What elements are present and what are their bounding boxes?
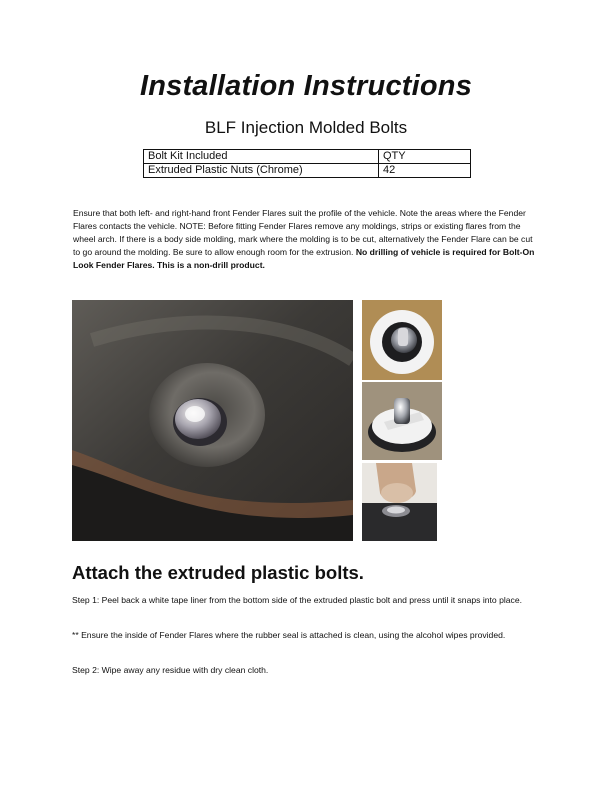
note-text: ** Ensure the inside of Fender Flares where the rubber seal is attached is clean, using the alcohol wipes provided. — [72, 630, 506, 640]
table-row — [144, 164, 471, 178]
bolt-closeup-photo — [362, 300, 442, 380]
intro-bold-text: No drilling of vehicle is required for Bolt-On Look Fender Flares. This is a non-drill product. — [73, 247, 535, 271]
step-1-text: Step 1: Peel back a white tape liner from the bottom side of the extruded plastic bolt and press until it snaps into place. — [72, 595, 522, 605]
table-header-cell: QTY — [379, 150, 471, 164]
press-bolt-photo — [362, 463, 437, 541]
section-heading: Attach the extruded plastic bolts. — [72, 562, 364, 583]
table-header-row — [144, 150, 471, 164]
kit-table — [143, 149, 471, 178]
step-2-text: Step 2: Wipe away any residue with dry clean cloth. — [72, 665, 269, 675]
bolt-tape-liner-photo — [362, 382, 442, 460]
table-header-cell: Bolt Kit Included — [144, 150, 379, 164]
table-cell: 42 — [379, 164, 471, 178]
table-cell: Extruded Plastic Nuts (Chrome) — [144, 164, 379, 178]
intro-paragraph — [73, 207, 539, 273]
intro-text: Ensure that both left- and right-hand front Fender Flares suit the profile of the vehicle. Note the areas where the Fender Flares contacts the vehicle. NOTE: Before fitting Fender Flares remove any moldings, strips or existing flares from the wheel arch. If there is a body side molding, mark where the molding is to be cut, alternatively the Fender Flare can be cut to go around the molding. Be sure to allow enough room for the extrusion. — [73, 207, 533, 258]
page-title: Installation Instructions — [139, 70, 473, 102]
fender-bolt-photo — [72, 300, 353, 541]
page-subtitle: BLF Injection Molded Bolts — [204, 118, 408, 137]
